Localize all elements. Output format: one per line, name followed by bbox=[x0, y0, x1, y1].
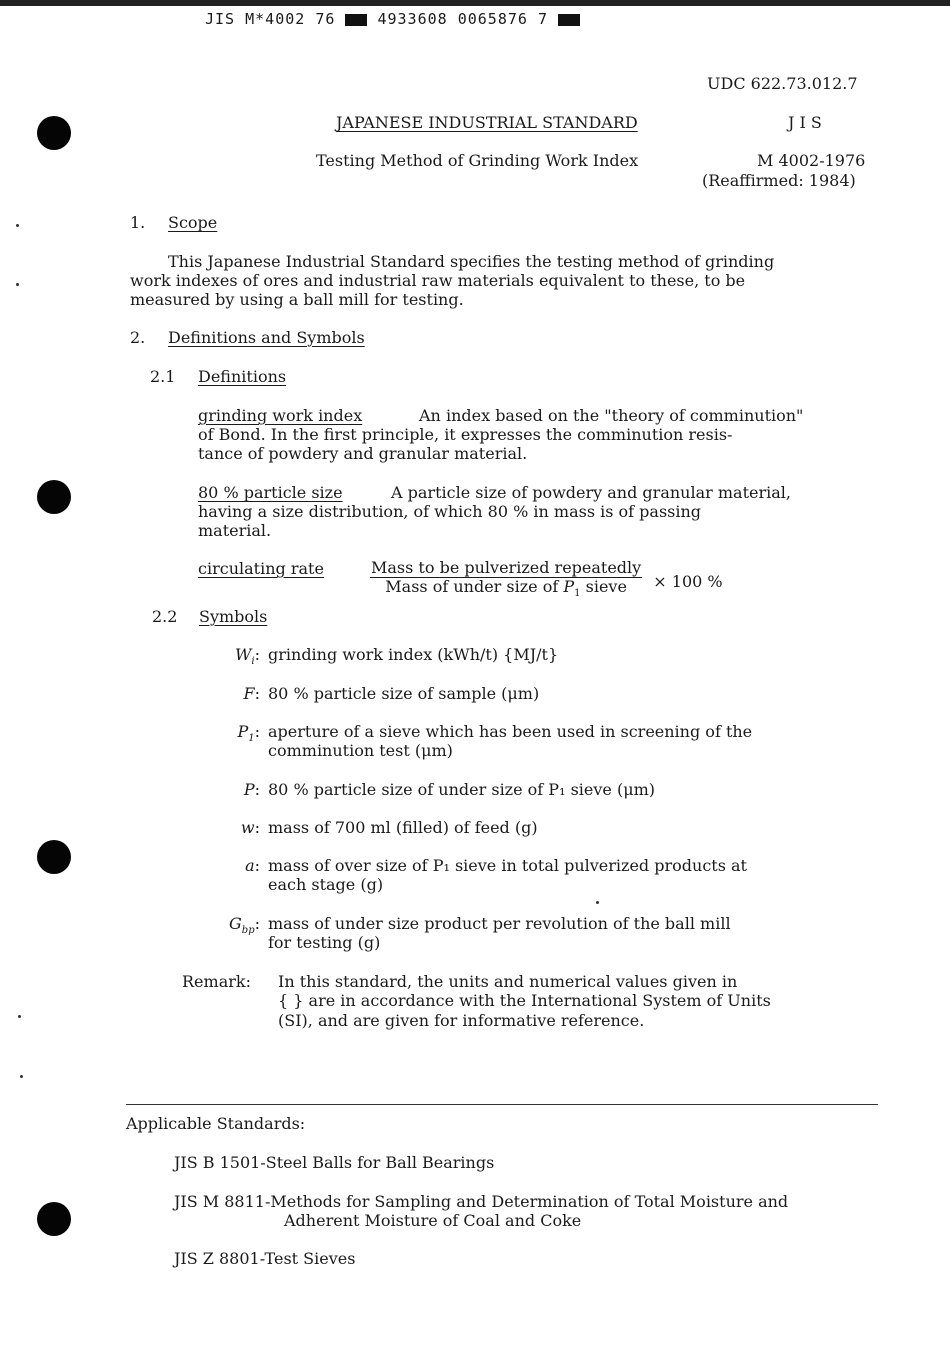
barcode-block-1 bbox=[345, 14, 367, 26]
scan-speck bbox=[18, 1015, 21, 1018]
formula-numerator: Mass to be pulverized repeatedly bbox=[371, 558, 642, 577]
remark-line-3: (SI), and are given for informative reference. bbox=[278, 1011, 645, 1030]
symbol-letter: F bbox=[243, 684, 255, 703]
symbol-name: $G_{bp}$: bbox=[229, 914, 260, 937]
binder-hole-1 bbox=[37, 116, 71, 150]
subsection-2-1-number: 2.1 bbox=[150, 367, 176, 386]
symbol-description-continued: for testing (g) bbox=[268, 933, 381, 952]
symbol-letter: G bbox=[229, 914, 242, 933]
scan-speck bbox=[16, 283, 19, 286]
binder-hole-3 bbox=[37, 840, 71, 874]
applicable-standard-3: JIS Z 8801-Test Sieves bbox=[174, 1249, 356, 1268]
barcode-block-2 bbox=[558, 14, 580, 26]
circulating-rate-formula bbox=[370, 559, 723, 603]
symbol-name: F: bbox=[243, 684, 260, 703]
section-2-number: 2. bbox=[130, 328, 146, 347]
udc-number: UDC 622.73.012.7 bbox=[707, 74, 858, 93]
binder-hole-4 bbox=[37, 1202, 71, 1236]
definition-term-circulating-rate: circulating rate bbox=[198, 559, 324, 578]
footer-divider bbox=[126, 1104, 878, 1105]
scan-speck bbox=[596, 901, 599, 904]
scope-text-line-1: This Japanese Industrial Standard specifies the testing method of grinding bbox=[168, 252, 775, 271]
symbol-subscript: bp bbox=[241, 925, 255, 937]
formula-factor: × 100 % bbox=[653, 571, 723, 591]
definition-term-grinding-work-index: grinding work index bbox=[198, 406, 363, 425]
document-code-line bbox=[205, 10, 580, 28]
symbol-letter: W bbox=[234, 645, 252, 664]
definition-2-line-2: having a size distribution, of which 80 % in mass is of passing bbox=[198, 502, 702, 521]
section-1-title: Scope bbox=[168, 213, 218, 232]
symbol-name: $P_1$: bbox=[237, 722, 260, 745]
symbol-name: w: bbox=[240, 818, 260, 837]
symbol-subscript: 1 bbox=[248, 733, 255, 745]
formula-fraction bbox=[370, 559, 642, 603]
scope-text-line-2: work indexes of ores and industrial raw materials equivalent to these, to be bbox=[130, 271, 746, 290]
reaffirmed-date: (Reaffirmed: 1984) bbox=[702, 171, 856, 190]
symbol-description: grinding work index (kWh/t) {MJ/t} bbox=[268, 645, 559, 664]
definition-term-80-percent-particle-size: 80 % particle size bbox=[198, 483, 343, 502]
symbol-row bbox=[200, 684, 539, 706]
scope-text-line-3: measured by using a ball mill for testing. bbox=[130, 290, 464, 309]
applicable-standards-heading: Applicable Standards: bbox=[126, 1114, 306, 1133]
symbol-letter: a bbox=[245, 856, 255, 875]
definition-1-line-2: of Bond. In the first principle, it expresses the comminution resis- bbox=[198, 425, 733, 444]
symbol-description: 80 % particle size of under size of P₁ sieve (μm) bbox=[268, 780, 656, 799]
scan-speck bbox=[20, 1075, 23, 1078]
symbol-letter: w bbox=[240, 818, 255, 837]
symbol-description: mass of over size of P₁ sieve in total pulverized products at bbox=[268, 856, 747, 875]
subsection-2-1-title: Definitions bbox=[198, 367, 287, 386]
denominator-subscript: 1 bbox=[574, 588, 581, 600]
symbol-name: a: bbox=[245, 856, 260, 875]
symbol-letter: P bbox=[243, 780, 255, 799]
symbol-description-continued: each stage (g) bbox=[268, 875, 384, 894]
applicable-standard-2-line-1: JIS M 8811-Methods for Sampling and Determination of Total Moisture and bbox=[174, 1192, 789, 1211]
binder-hole-2 bbox=[37, 480, 71, 514]
definition-1-line-1: An index based on the "theory of comminution" bbox=[419, 406, 804, 425]
symbol-row bbox=[200, 780, 655, 802]
applicable-standard-2-line-2: Adherent Moisture of Coal and Coke bbox=[284, 1211, 582, 1230]
subsection-2-2-number: 2.2 bbox=[152, 607, 178, 626]
denominator-text: Mass of under size of bbox=[385, 577, 559, 596]
code-mid: 4933608 0065876 7 bbox=[377, 10, 548, 28]
jis-mark: J I S bbox=[788, 113, 822, 132]
definition-1-line-3: tance of powdery and granular material. bbox=[198, 444, 528, 463]
symbol-row bbox=[200, 645, 558, 667]
symbol-description: 80 % particle size of sample (μm) bbox=[268, 684, 540, 703]
symbol-description: mass of under size product per revolution of the ball mill bbox=[268, 914, 731, 933]
definition-2-line-1: A particle size of powdery and granular material, bbox=[391, 483, 791, 502]
standard-number: M 4002-1976 bbox=[757, 151, 866, 170]
formula-denominator bbox=[370, 578, 642, 603]
definition-2-line-3: material. bbox=[198, 521, 272, 540]
applicable-standard-1: JIS B 1501-Steel Balls for Ball Bearings bbox=[174, 1153, 495, 1172]
remark-line-1: In this standard, the units and numerical values given in bbox=[278, 972, 738, 991]
section-2-title: Definitions and Symbols bbox=[168, 328, 365, 347]
symbol-description-continued: comminution test (μm) bbox=[268, 741, 453, 760]
remark-label: Remark: bbox=[182, 972, 251, 991]
symbol-description: mass of 700 ml (filled) of feed (g) bbox=[268, 818, 538, 837]
scan-top-edge bbox=[0, 0, 950, 6]
symbol-row bbox=[200, 818, 538, 840]
code-left: JIS M*4002 76 bbox=[205, 10, 336, 28]
section-1-number: 1. bbox=[130, 213, 146, 232]
remark-line-2: { } are in accordance with the International System of Units bbox=[278, 991, 771, 1010]
symbol-letter: P bbox=[237, 722, 249, 741]
document-title: Testing Method of Grinding Work Index bbox=[316, 151, 639, 170]
symbol-description: aperture of a sieve which has been used in screening of the bbox=[268, 722, 753, 741]
scan-speck bbox=[16, 224, 19, 227]
denominator-symbol: P bbox=[563, 577, 575, 596]
symbol-name: P: bbox=[243, 780, 260, 799]
standard-organization: JAPANESE INDUSTRIAL STANDARD bbox=[336, 113, 638, 132]
symbol-subscript: i bbox=[251, 656, 255, 668]
symbol-name: $W_i$: bbox=[234, 645, 260, 668]
subsection-2-2-title: Symbols bbox=[199, 607, 268, 626]
denominator-sieve: sieve bbox=[585, 577, 627, 596]
